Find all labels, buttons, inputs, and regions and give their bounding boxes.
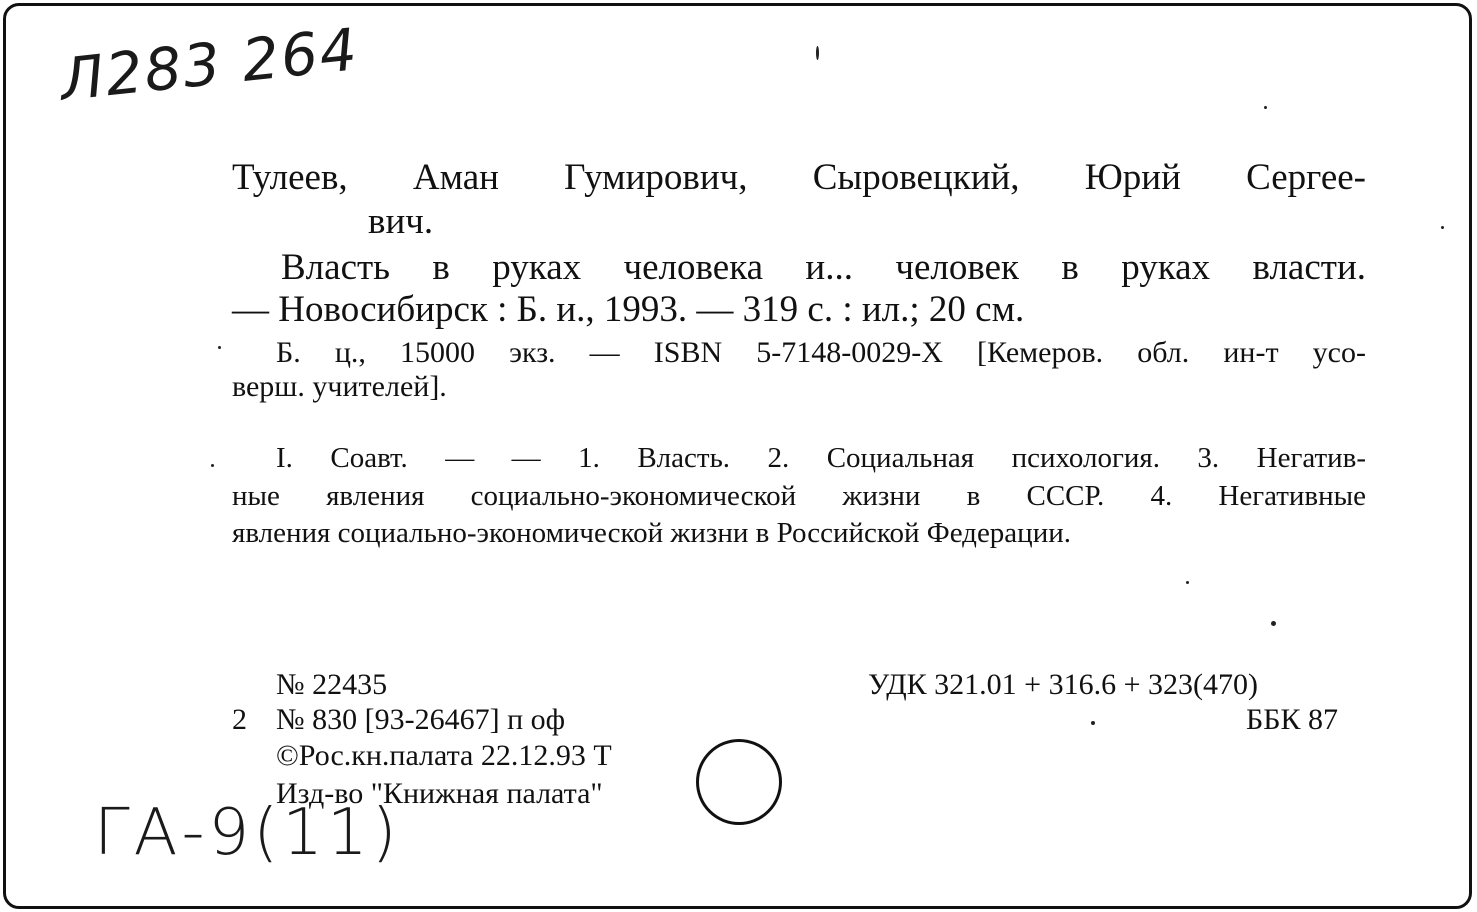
heading-authors-line1: Тулеев, Аман Гумирович, Сыровецкий, Юрий Сергее-: [232, 157, 1366, 198]
publisher-line: Изд-во "Книжная палата": [276, 777, 603, 810]
catalog-card: [3, 3, 1472, 909]
speck: [1264, 106, 1267, 109]
order-prefix: 2: [232, 703, 247, 736]
title-line2: — Новосибирск : Б. и., 1993. — 319 с. : ил.; 20 см.: [232, 289, 1025, 330]
speck: [816, 46, 819, 60]
udk-classification: УДК 321.01 + 316.6 + 323(470): [868, 668, 1258, 701]
catalog-number: № 22435: [276, 668, 388, 701]
handwritten-shelfmark-top: Л283 264: [56, 15, 362, 114]
speck: [1091, 721, 1095, 725]
speck: [1186, 581, 1189, 584]
bbk-classification: ББК 87: [1246, 703, 1338, 736]
subjects-line2: ные явления социально-экономической жизни в СССР. 4. Негативные: [232, 480, 1366, 512]
subjects-line3: явления социально-экономической жизни в Российской Федерации.: [232, 517, 1071, 549]
speck: [218, 346, 221, 349]
copyright-line: ©Рос.кн.палата 22.12.93 Т: [276, 739, 612, 772]
order-number: № 830 [93-26467] п оф: [276, 703, 566, 736]
heading-authors-line2: вич.: [368, 201, 434, 242]
speck: [211, 464, 214, 467]
details-line2: верш. учителей].: [232, 370, 447, 403]
details-line1: Б. ц., 15000 экз. — ISBN 5-7148-0029-X [Кемеров. обл. ин-т усо-: [276, 336, 1366, 369]
subjects-line1: I. Соавт. — — 1. Власть. 2. Социальная психология. 3. Негатив-: [276, 442, 1366, 474]
handwritten-shelfmark-bottom: ГА-9(11): [94, 796, 401, 870]
speck: [1441, 226, 1444, 229]
circle-stamp: [696, 739, 782, 825]
speck: [1271, 621, 1276, 626]
title-line1: Власть в руках человека и... человек в руках власти.: [281, 247, 1366, 288]
